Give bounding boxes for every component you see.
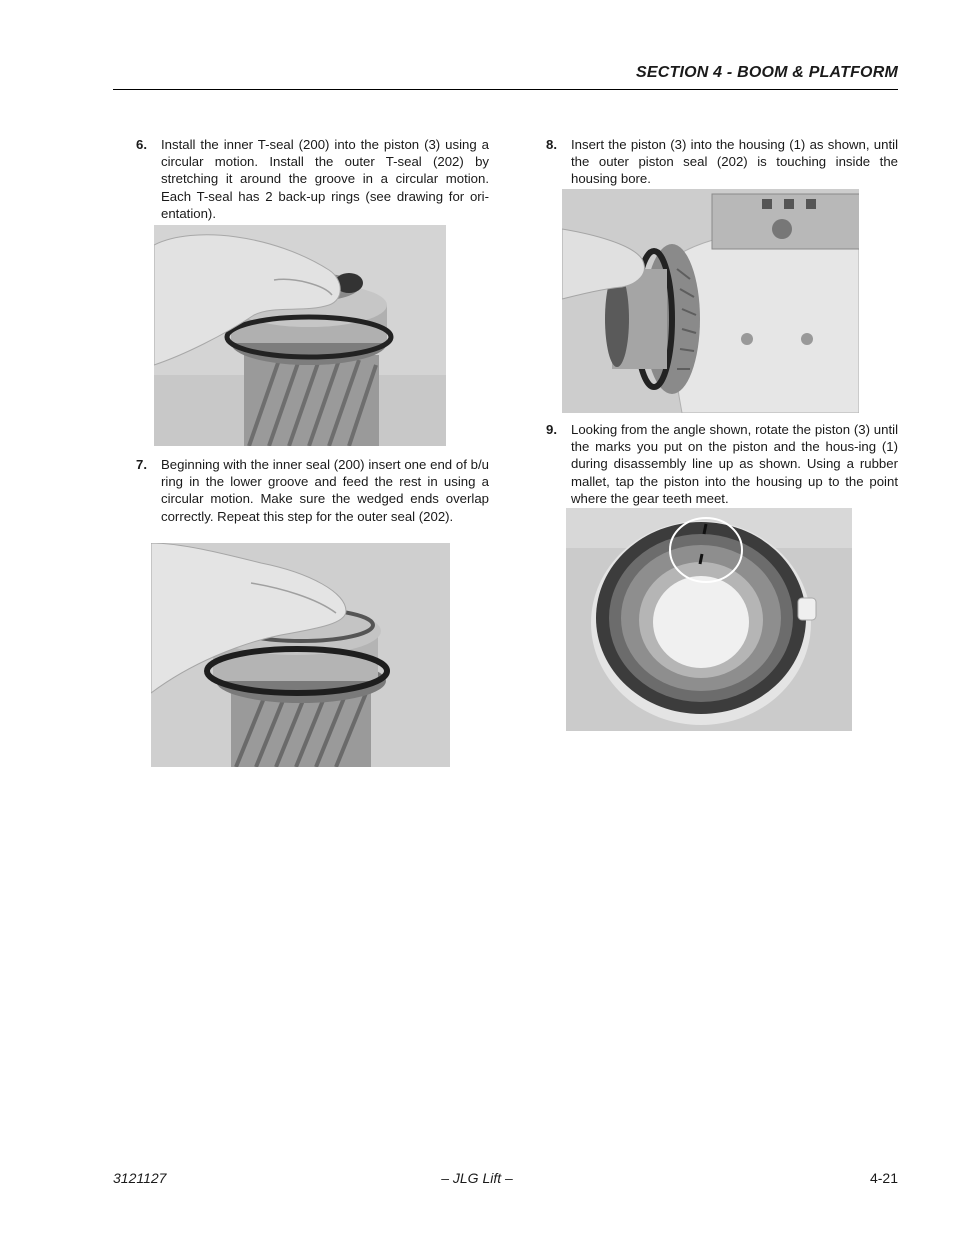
step-number: 6. [136,137,147,152]
footer-publisher: – JLG Lift – [441,1170,513,1186]
step-9 [546,421,898,507]
step-text: Looking from the angle shown, rotate the piston (3) until the marks you put on the piston and the hous-ing (1) during disassembly line up as shown. Using a rubber mallet, tap the piston into the housing up to the point where the gear teeth meet. [571,422,898,506]
photo-alignment-marks [566,508,852,731]
section-title: SECTION 4 - BOOM & PLATFORM [636,64,898,81]
step-6 [136,136,489,222]
step-8 [546,136,898,188]
step-7 [136,456,489,525]
step-text: Install the inner T-seal (200) into the piston (3) using a circular motion. Install the outer T-seal (202) by stretching it around the groove in a circular motion. Each T-seal has 2 back-up rings (see drawing for ori-entation). [161,137,489,221]
step-number: 7. [136,457,147,472]
footer-doc-number: 3121127 [113,1170,167,1186]
step-number: 9. [546,422,557,437]
footer-page-number: 4-21 [869,1170,898,1186]
step-number: 8. [546,137,557,152]
step-text: Insert the piston (3) into the housing (1) as shown, until the outer piston seal (202) is touching inside the housing bore. [571,137,898,187]
step-text: Beginning with the inner seal (200) insert one end of b/u ring in the lower groove and feed the rest in using a circular motion. Make sure the wedged ends overlap correctly. Repeat this step for the outer seal (202). [161,457,489,524]
header-rule [113,89,898,90]
photo-backup-ring-install [151,543,450,767]
photo-tseal-install [154,225,446,446]
photo-piston-into-housing [562,189,859,413]
